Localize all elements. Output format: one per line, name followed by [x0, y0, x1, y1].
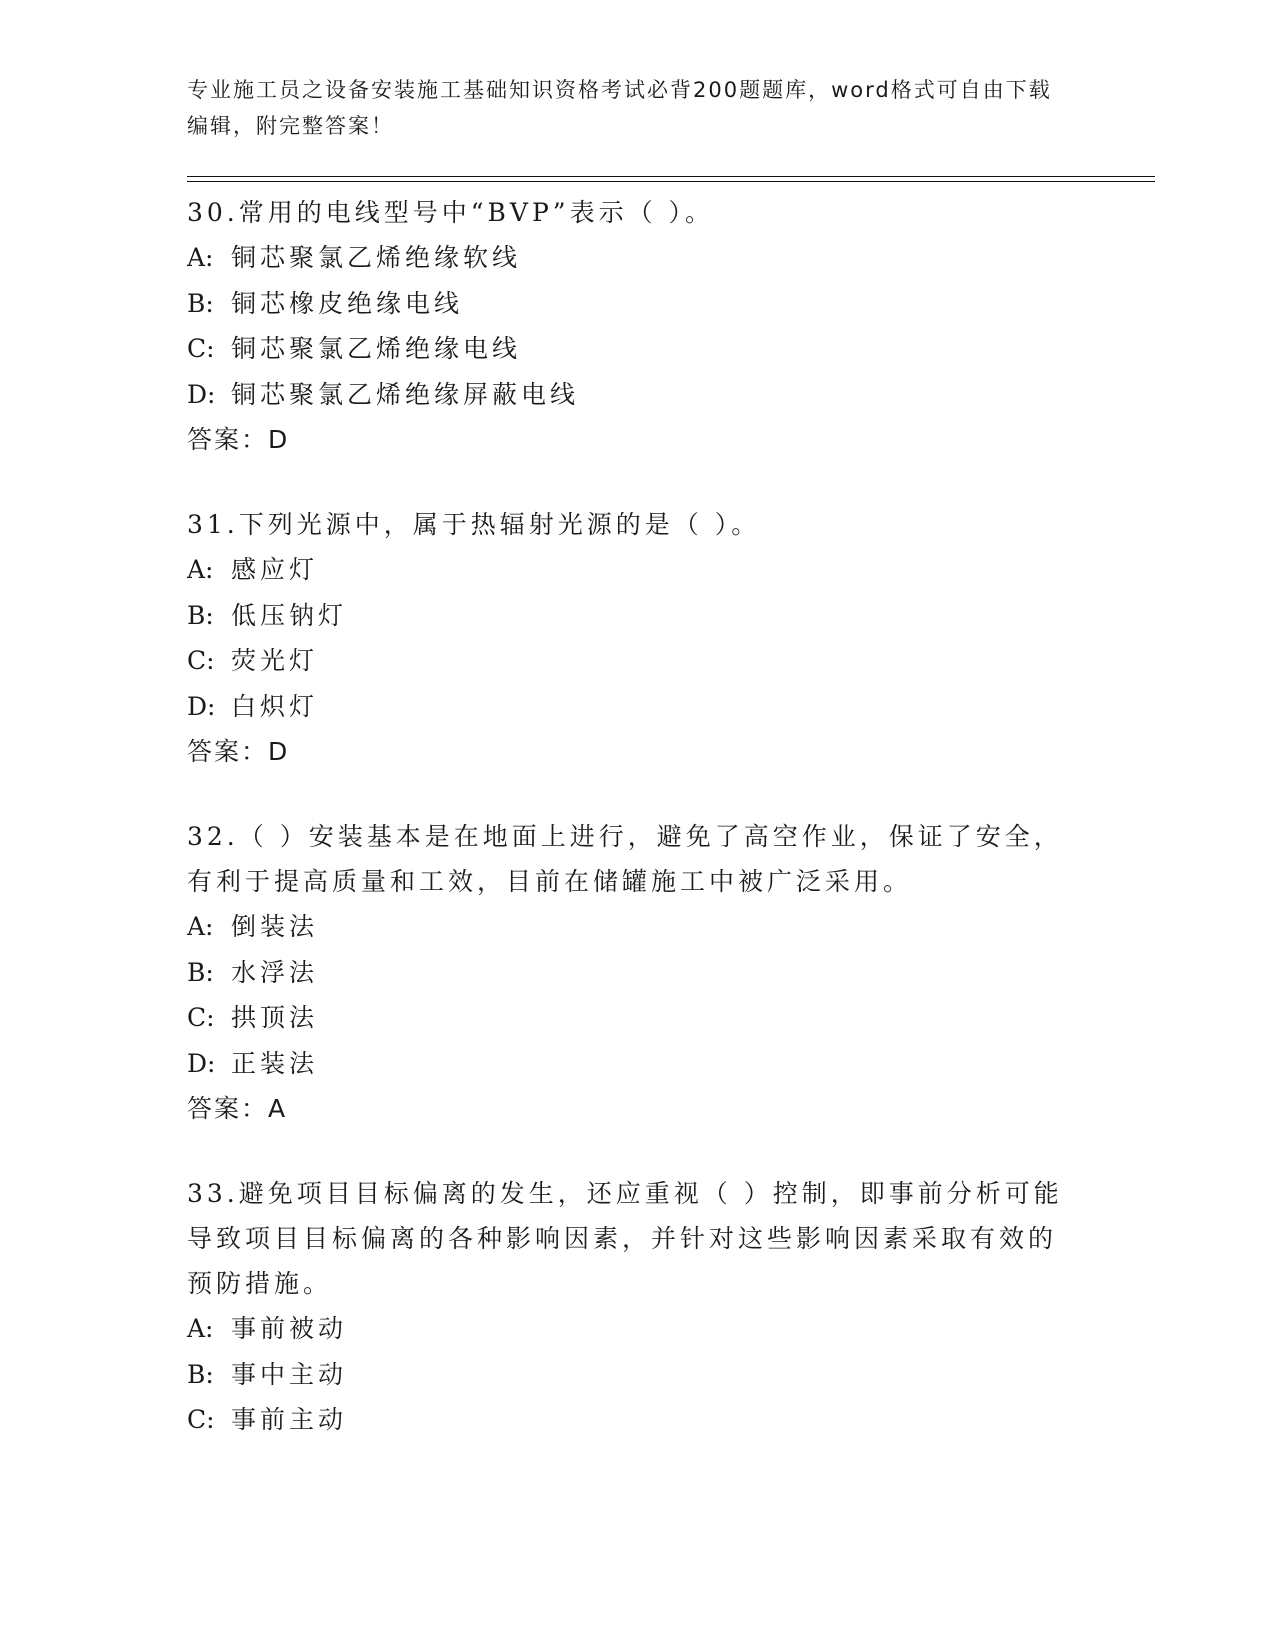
document-header: 专业施工员之设备安装施工基础知识资格考试必背200题题库，word格式可自由下载编辑，附完整答案！: [187, 78, 1052, 138]
option-text: 事前被动: [231, 1314, 348, 1343]
option-d: [187, 372, 1067, 418]
option-key: C:: [187, 646, 215, 675]
option-b: [187, 281, 1067, 327]
option-text: 倒装法: [231, 912, 319, 941]
option-a: [187, 547, 1067, 593]
question-stem: 32.（ ）安装基本是在地面上进行，避免了高空作业，保证了安全，有利于提高质量和工效，目前在储罐施工中被广泛采用。: [187, 822, 1063, 896]
answer-line: 答案：D: [187, 737, 290, 766]
option-key: A:: [187, 243, 214, 272]
question-32: [187, 814, 1067, 1131]
option-text: 水浮法: [231, 957, 319, 987]
option-text: 拱顶法: [231, 1003, 319, 1032]
option-key: B:: [187, 288, 214, 318]
option-c: [187, 995, 1067, 1041]
option-key: C:: [187, 1003, 215, 1032]
question-30: [187, 190, 1067, 462]
option-key: C:: [187, 1405, 215, 1434]
option-text: 铜芯橡皮绝缘电线: [231, 288, 464, 318]
option-d: [187, 1041, 1067, 1087]
option-key: B:: [187, 1359, 214, 1389]
option-b: [187, 593, 1067, 639]
option-text: 白炽灯: [231, 691, 319, 721]
option-c: [187, 1397, 1067, 1443]
option-b: [187, 1352, 1067, 1398]
option-text: 铜芯聚氯乙烯绝缘软线: [231, 243, 522, 272]
option-text: 荧光灯: [231, 646, 319, 675]
option-text: 铜芯聚氯乙烯绝缘屏蔽电线: [231, 379, 580, 409]
option-key: C:: [187, 334, 215, 363]
header-rule-bottom: [187, 181, 1155, 182]
question-31: [187, 502, 1067, 774]
question-stem: 33.避免项目目标偏离的发生，还应重视（ ）控制，即事前分析可能导致项目目标偏离的各种影响因素，并针对这些影响因素采取有效的预防措施。: [187, 1179, 1063, 1298]
question-stem: 31.下列光源中，属于热辐射光源的是（ ）。: [187, 510, 761, 539]
question-33: [187, 1171, 1067, 1443]
header-rule-top: [187, 176, 1155, 177]
option-key: D:: [187, 691, 216, 721]
question-list: [187, 190, 1067, 1483]
option-a: [187, 235, 1067, 281]
option-a: [187, 1306, 1067, 1352]
option-key: D:: [187, 1048, 216, 1078]
option-key: B:: [187, 957, 214, 987]
question-stem: 30.常用的电线型号中“BVP”表示（ ）。: [187, 198, 715, 227]
option-c: [187, 326, 1067, 372]
option-c: [187, 638, 1067, 684]
option-text: 感应灯: [231, 555, 319, 584]
option-key: A:: [187, 912, 214, 941]
option-key: A:: [187, 1314, 214, 1343]
option-text: 正装法: [231, 1048, 319, 1078]
option-key: D:: [187, 379, 216, 409]
option-key: B:: [187, 600, 214, 630]
option-text: 事前主动: [231, 1405, 348, 1434]
option-key: A:: [187, 555, 214, 584]
answer-line: 答案：D: [187, 425, 290, 454]
option-a: [187, 904, 1067, 950]
option-text: 事中主动: [231, 1359, 348, 1389]
answer-line: 答案：A: [187, 1094, 288, 1123]
option-text: 低压钠灯: [231, 600, 348, 630]
option-text: 铜芯聚氯乙烯绝缘电线: [231, 334, 522, 363]
option-d: [187, 684, 1067, 730]
option-b: [187, 950, 1067, 996]
